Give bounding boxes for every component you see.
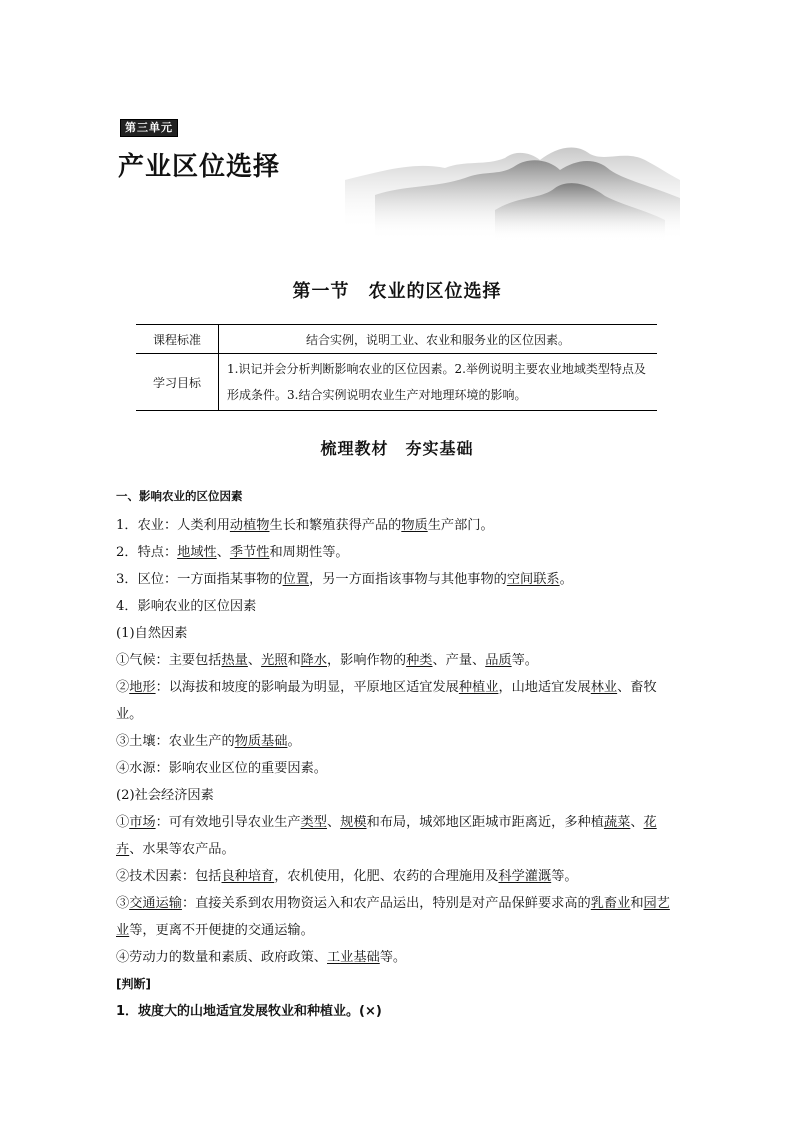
paragraph-location: 3．区位：一方面指某事物的位置，另一方面指该事物与其他事物的空间联系。	[116, 572, 573, 587]
standards-table	[136, 324, 657, 411]
paragraph-water: ④水源：影响农业区位的重要因素。	[116, 761, 327, 776]
paragraph-social: (2)社会经济因素	[116, 788, 214, 803]
judge-heading: [判断]	[116, 977, 151, 991]
paragraph-climate: ①气候：主要包括热量、光照和降水，影响作物的种类、产量、品质等。	[116, 653, 538, 668]
section-title: 第一节 农业的区位选择	[292, 281, 502, 302]
paragraph-labor: ④劳动力的数量和素质、政府政策、工业基础等。	[116, 950, 407, 965]
content-body	[116, 486, 681, 1025]
mountain-ink-illustration	[345, 140, 680, 240]
paragraph-features: 2．特点：地域性、季节性和周期性等。	[116, 545, 349, 560]
paragraph-transport: ③交通运输：直接关系到农用物资运入和农产品运出，特别是对产品保鲜要求高的乳畜业和园艺业等，更离不开便捷的交通运输。	[116, 896, 670, 938]
paragraph-factors-title: 4．影响农业的区位因素	[116, 599, 257, 614]
paragraph-soil: ③土壤：农业生产的物质基础。	[116, 734, 301, 749]
paragraph-natural: (1)自然因素	[116, 626, 188, 641]
row-label: 学习目标	[136, 354, 219, 411]
unit-badge: 第三单元	[120, 119, 178, 137]
paragraph-agriculture: 1．农业：人类利用动植物生长和繁殖获得产品的物质生产部门。	[116, 518, 494, 533]
row-text: 1.识记并会分析判断影响农业的区位因素。2.举例说明主要农业地域类型特点及形成条件。3.结合实例说明农业生产对地理环境的影响。	[219, 354, 658, 411]
paragraph-terrain: ②地形：以海拔和坡度的影响最为明显，平原地区适宜发展种植业，山地适宜发展林业、畜牧业。	[116, 680, 657, 722]
heading-factors: 一、影响农业的区位因素	[116, 489, 243, 503]
row-text: 结合实例，说明工业、农业和服务业的区位因素。	[219, 325, 658, 354]
paragraph-market: ①市场：可有效地引导农业生产类型、规模和布局，城郊地区距城市距离近，多种植蔬菜、花卉、水果等农产品。	[116, 815, 657, 857]
unit-title: 产业区位选择	[118, 152, 281, 182]
judge-item: 1．坡度大的山地适宜发展牧业和种植业。(×)	[116, 1004, 382, 1019]
row-label: 课程标准	[136, 325, 219, 354]
paragraph-technology: ②技术因素：包括良种培育，农机使用，化肥、农药的合理施用及科学灌溉等。	[116, 869, 578, 884]
standards-row	[136, 325, 657, 354]
sub-heading: 梳理教材 夯实基础	[320, 439, 474, 458]
objectives-row	[136, 354, 657, 411]
